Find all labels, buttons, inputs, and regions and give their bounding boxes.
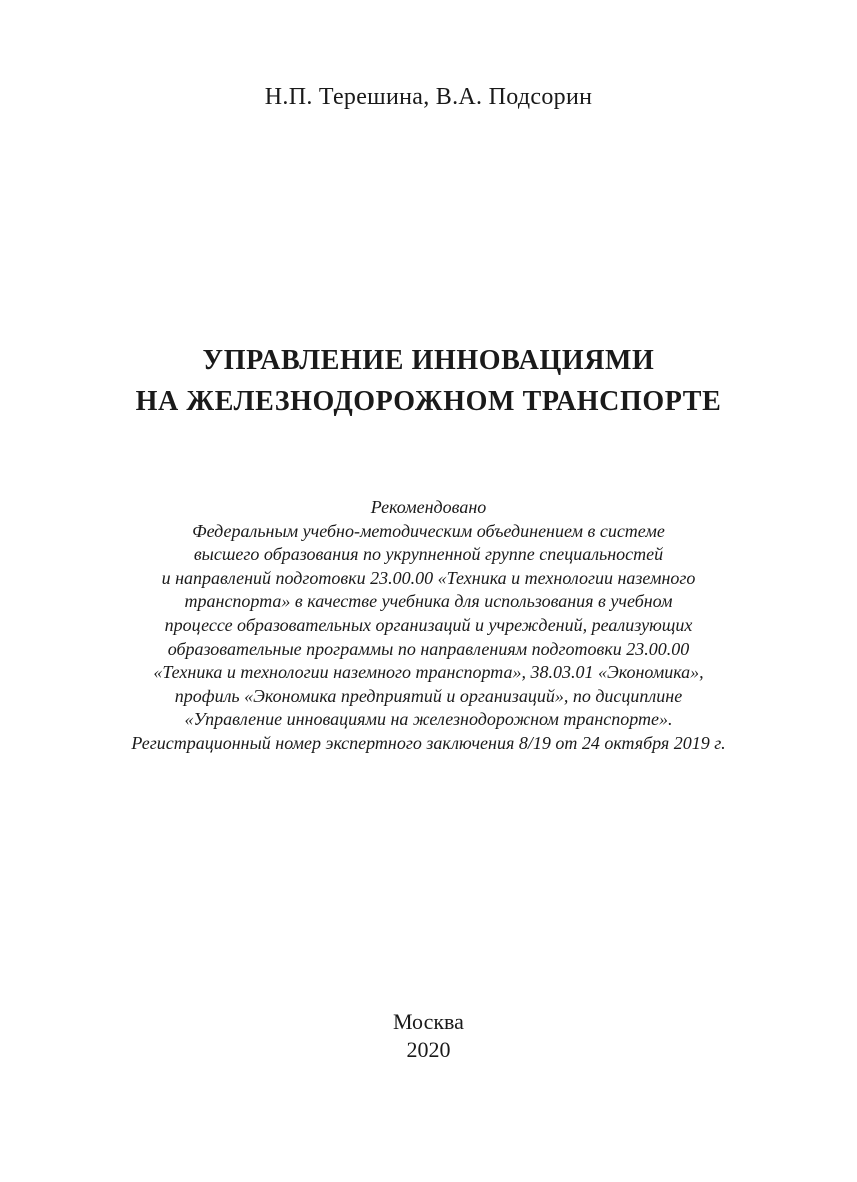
- book-title-line-1: УПРАВЛЕНИЕ ИННОВАЦИЯМИ: [202, 345, 655, 376]
- recommendation-line: «Техника и технологии наземного транспорта», 38.03.01 «Экономика»,: [153, 662, 704, 683]
- book-title-line-2: НА ЖЕЛЕЗНОДОРОЖНОМ ТРАНСПОРТЕ: [135, 386, 722, 417]
- recommendation-line: профиль «Экономика предприятий и организаций», по дисциплине: [174, 685, 683, 706]
- recommendation-line: образовательные программы по направлениям подготовки 23.00.00: [167, 638, 690, 659]
- book-title: [0, 340, 857, 422]
- imprint-year: 2020: [406, 1037, 451, 1062]
- recommendation-line: Рекомендовано: [370, 497, 487, 517]
- recommendation-line: Регистрационный номер экспертного заключения 8/19 от 24 октября 2019 г.: [131, 732, 726, 753]
- imprint: [0, 1008, 857, 1064]
- recommendation-line: транспорта» в качестве учебника для использования в учебном: [184, 591, 673, 612]
- recommendation-line: и направлений подготовки 23.00.00 «Техника и технологии наземного: [161, 567, 696, 588]
- recommendation-block: [0, 496, 857, 756]
- recommendation-line: «Управление инновациями на железнодорожном транспорте».: [184, 709, 673, 730]
- authors: Н.П. Терешина, В.А. Подсорин: [264, 84, 593, 110]
- imprint-city: Москва: [393, 1009, 464, 1034]
- recommendation-line: процессе образовательных организаций и учреждений, реализующих: [164, 614, 693, 635]
- recommendation-line: высшего образования по укрупненной группе специальностей: [193, 544, 664, 565]
- recommendation-line: Федеральным учебно-методическим объединением в системе: [192, 520, 665, 541]
